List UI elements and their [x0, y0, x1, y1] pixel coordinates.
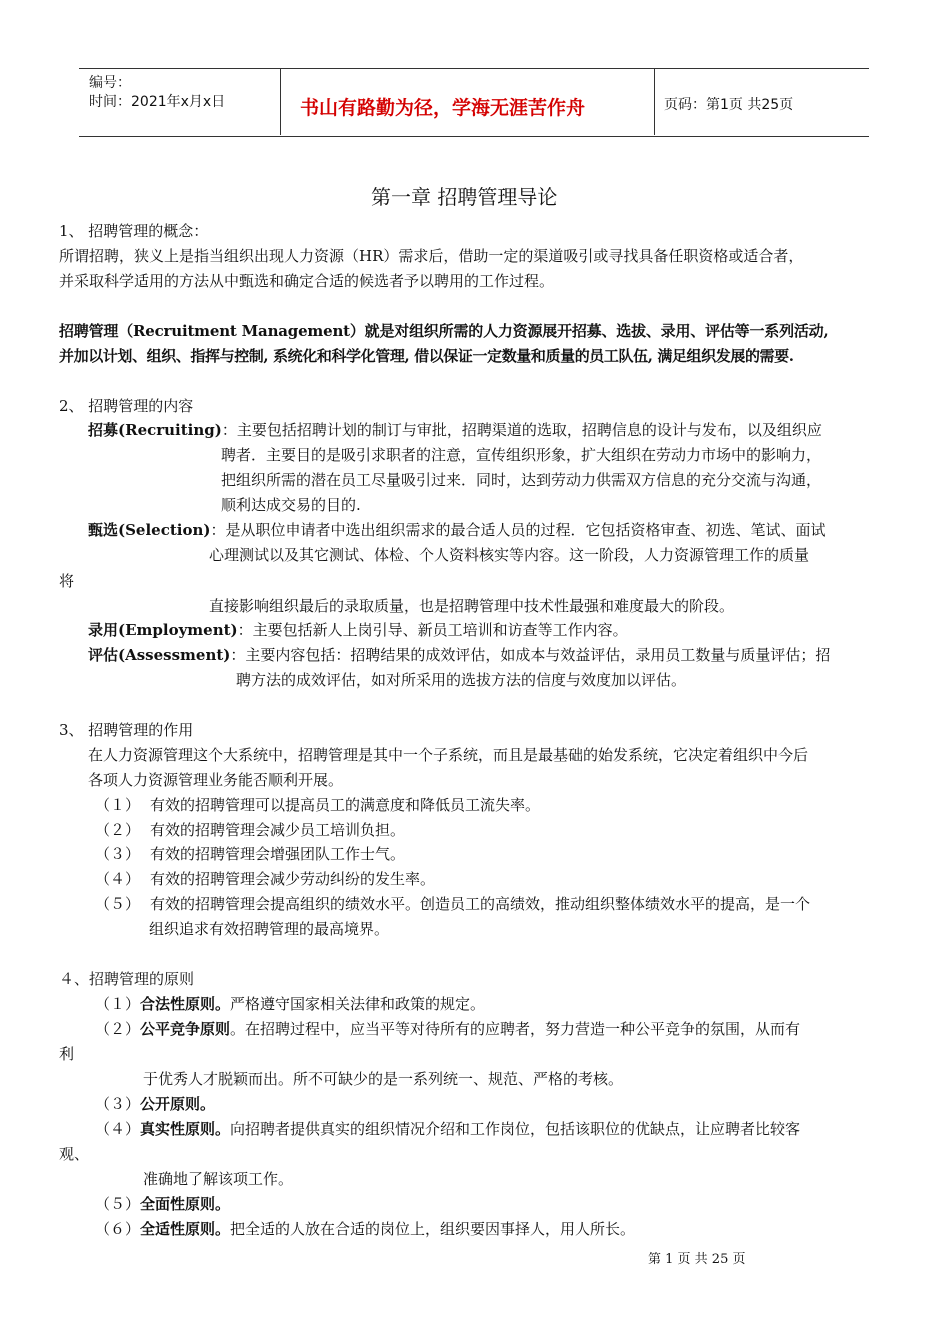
principle-term: 全面性原则。: [140, 1195, 231, 1213]
principle-term: 公平竞争原则: [140, 1020, 231, 1038]
paragraph-line: 准确地了解该项工作。: [143, 1170, 294, 1188]
paragraph-line: 在人力资源管理这个大系统中，招聘管理是其中一个子系统，而且是最基础的始发系统，它决定着组织中今后: [88, 746, 809, 764]
principle-item: [95, 1093, 215, 1114]
principle-text: 把全适的人放在合适的岗位上，组织要因事择人，用人所长。: [230, 1220, 636, 1238]
header-number-label: 编号：: [89, 75, 131, 91]
list-item: [95, 794, 540, 815]
page-footer: 第 1 页 共 25 页: [648, 1252, 746, 1267]
term-assessment: [88, 644, 830, 665]
term-label: 招募(Recruiting): [88, 421, 222, 439]
paragraph-line: 直接影响组织最后的录取质量，也是招聘管理中技术性最强和难度最大的阶段。: [209, 597, 735, 615]
list-text: 有效的招聘管理会减少员工培训负担。: [150, 821, 406, 839]
list-item: [95, 868, 435, 889]
list-item: [95, 843, 405, 864]
principle-term: 合法性原则。: [140, 995, 231, 1013]
principle-item: [95, 1193, 230, 1214]
section-heading: 2、 招聘管理的内容: [59, 397, 194, 415]
list-number: （５）: [95, 895, 141, 913]
principle-term: 真实性原则。: [140, 1120, 231, 1138]
list-number: （３）: [95, 845, 141, 863]
header-divider: [654, 68, 655, 135]
list-text: 有效的招聘管理会增强团队工作士气。: [150, 845, 406, 863]
list-text: 有效的招聘管理会提高组织的绩效水平。创造员工的高绩效，推动组织整体绩效水平的提高，是一个: [150, 895, 811, 913]
paragraph-line: 把组织所需的潜在员工尽量吸引过来．同时，达到劳动力供需双方信息的充分交流与沟通，: [221, 471, 822, 489]
list-number: （１）: [95, 995, 141, 1013]
principle-item: [95, 993, 485, 1014]
principle-text: 严格遵守国家相关法律和政策的规定。: [230, 995, 486, 1013]
list-number: （４）: [95, 1120, 141, 1138]
paragraph-line: 观、: [59, 1145, 90, 1163]
paragraph-line: 组织追求有效招聘管理的最高境界。: [149, 920, 390, 938]
term-employment: [88, 619, 628, 640]
term-text: ：主要内容包括：招聘结果的成效评估，如成本与效益评估，录用员工数量与质量评估；招: [230, 646, 831, 664]
list-number: （１）: [95, 796, 141, 814]
section-heading: 1、 招聘管理的概念：: [59, 222, 209, 240]
term-text: ：主要包括招聘计划的制订与审批，招聘渠道的选取，招聘信息的设计与发布，以及组织应: [221, 421, 822, 439]
list-number: （２）: [95, 821, 141, 839]
paragraph-line: 于优秀人才脱颖而出。所不可缺少的是一系列统一、规范、严格的考核。: [143, 1070, 624, 1088]
list-item: [95, 819, 405, 840]
term-label: 甄选(Selection): [88, 521, 211, 539]
bold-paragraph-line: 招聘管理（Recruitment Management）就是对组织所需的人力资源展开招募、选拔、录用、评估等一系列活动,: [59, 322, 829, 340]
paragraph-line: 聘方法的成效评估，如对所采用的选拔方法的信度与效度加以评估。: [236, 671, 687, 689]
list-item: [95, 893, 810, 914]
paragraph-line: 将: [59, 572, 75, 590]
principle-item: [95, 1218, 635, 1239]
paragraph-line: 并采取科学适用的方法从中甄选和确定合适的候选者予以聘用的工作过程。: [59, 272, 555, 290]
header-motto: 书山有路勤为径，学海无涯苦作舟: [300, 97, 586, 119]
paragraph-line: 心理测试以及其它测试、体检、个人资料核实等内容。这一阶段，人力资源管理工作的质量: [209, 546, 810, 564]
paragraph-line: 聘者．主要目的是吸引求职者的注意，宣传组织形象，扩大组织在劳动力市场中的影响力，: [221, 446, 822, 464]
list-number: （５）: [95, 1195, 141, 1213]
paragraph-line: 所谓招聘，狭义上是指当组织出现人力资源（HR）需求后，借助一定的渠道吸引或寻找具备任职资格或适合者，: [59, 247, 804, 265]
term-text: ：主要包括新人上岗引导、新员工培训和访查等工作内容。: [237, 621, 628, 639]
list-number: （４）: [95, 870, 141, 888]
list-number: （２）: [95, 1020, 141, 1038]
list-number: （６）: [95, 1220, 141, 1238]
bold-paragraph-line: 并加以计划、组织、指挥与控制, 系统化和科学化管理, 借以保证一定数量和质量的员工队伍, 满足组织发展的需要.: [59, 347, 794, 365]
term-text: ：是从职位申请者中选出组织需求的最合适人员的过程．它包括资格审查、初选、笔试、面试: [210, 521, 826, 539]
principle-item: [95, 1118, 800, 1139]
term-recruiting: [88, 419, 822, 440]
section-heading: ４、招聘管理的原则: [59, 970, 195, 988]
term-selection: [88, 519, 826, 540]
list-number: （３）: [95, 1095, 141, 1113]
header-time-label: 时间：2021年x月x日: [89, 94, 226, 110]
principle-text: 向招聘者提供真实的组织情况介绍和工作岗位，包括该职位的优缺点，让应聘者比较客: [230, 1120, 801, 1138]
header-divider: [280, 68, 281, 135]
list-text: 有效的招聘管理可以提高员工的满意度和降低员工流失率。: [150, 796, 541, 814]
term-label: 评估(Assessment): [88, 646, 231, 664]
paragraph-line: 利: [59, 1045, 75, 1063]
paragraph-line: 顺利达成交易的目的.: [221, 496, 361, 514]
principle-item: [95, 1018, 800, 1039]
list-text: 有效的招聘管理会减少劳动纠纷的发生率。: [150, 870, 436, 888]
paragraph-line: 各项人力资源管理业务能否顺利开展。: [88, 771, 344, 789]
header-page-label: 页码：第1页 共25页: [664, 97, 794, 113]
principle-term: 全适性原则。: [140, 1220, 231, 1238]
principle-term: 公开原则。: [140, 1095, 216, 1113]
section-heading: 3、 招聘管理的作用: [59, 721, 194, 739]
chapter-title: 第一章 招聘管理导论: [371, 185, 558, 209]
principle-text: 。在招聘过程中，应当平等对待所有的应聘者，努力营造一种公平竞争的氛围，从而有: [230, 1020, 801, 1038]
term-label: 录用(Employment): [88, 621, 238, 639]
